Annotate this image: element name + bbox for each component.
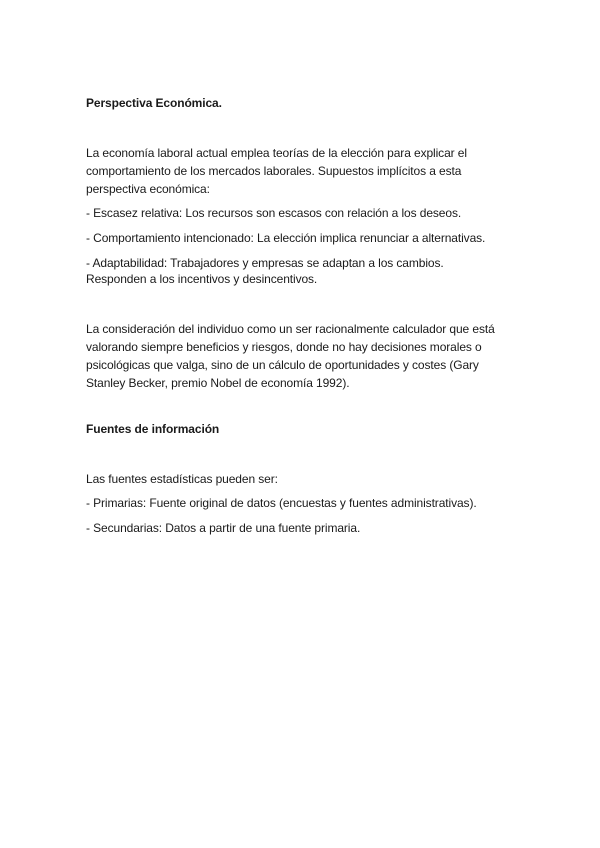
- bullet-secundarias: - Secundarias: Datos a partir de una fuente primaria.: [86, 521, 361, 535]
- paragraph-line: perspectiva económica:: [86, 182, 210, 196]
- paragraph-line: psicológicas que valga, sino de un cálculo de oportunidades y costes (Gary: [86, 358, 479, 372]
- paragraph-line: La consideración del individuo como un ser racionalmente calculador que está: [86, 322, 495, 336]
- section-title-perspectiva: Perspectiva Económica.: [86, 96, 222, 110]
- paragraph-line: comportamiento de los mercados laborales. Supuestos implícitos a esta: [86, 164, 462, 178]
- paragraph-line: La economía laboral actual emplea teorías de la elección para explicar el: [86, 146, 467, 160]
- bullet-line: - Adaptabilidad: Trabajadores y empresas se adaptan a los cambios.: [86, 256, 444, 270]
- bullet-line: Responden a los incentivos y desincentivos.: [86, 272, 318, 286]
- bullet-primarias: - Primarias: Fuente original de datos (encuestas y fuentes administrativas).: [86, 496, 477, 510]
- paragraph-line: Stanley Becker, premio Nobel de economía 1992).: [86, 376, 350, 390]
- bullet-escasez: - Escasez relativa: Los recursos son escasos con relación a los deseos.: [86, 206, 462, 220]
- paragraph-fuentes-intro: Las fuentes estadísticas pueden ser:: [86, 472, 278, 486]
- section-title-fuentes: Fuentes de información: [86, 422, 220, 436]
- bullet-comportamiento: - Comportamiento intencionado: La elección implica renunciar a alternativas.: [86, 231, 486, 245]
- paragraph-line: valorando siempre beneficios y riesgos, donde no hay decisiones morales o: [86, 340, 482, 354]
